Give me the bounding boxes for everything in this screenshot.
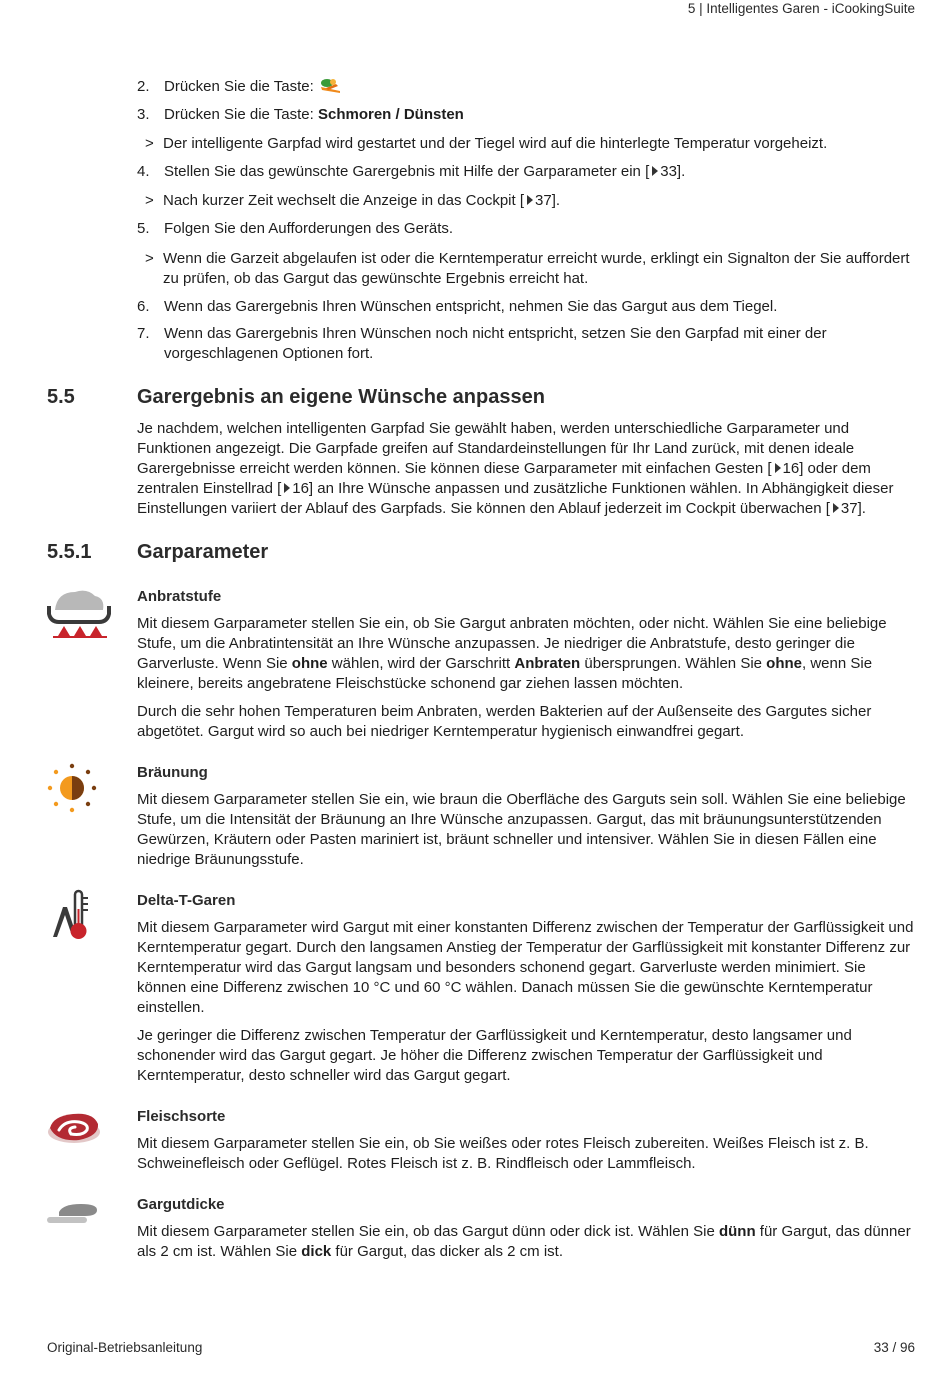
- para-text: Mit diesem Garparameter stellen Sie ein, ob das Gargut dünn oder dick ist. Wählen Sie: [137, 1223, 719, 1240]
- param-heading-fleischsorte: Fleischsorte: [137, 1108, 226, 1125]
- page-ref-icon: [652, 166, 658, 176]
- step-number: 5.: [137, 220, 150, 237]
- para-text: übersprungen. Wählen Sie: [580, 655, 767, 672]
- step-number: 7.: [137, 325, 150, 342]
- step-number: 3.: [137, 106, 150, 123]
- param-heading-braeunung: Bräunung: [137, 764, 208, 781]
- param-text: Mit diesem Garparameter wird Gargut mit einer konstanten Differenz zwischen der Temperatur der Garflüssigkeit und Kerntemperatur gegart. Durch den langsamen Anstieg der Temperatur der Garflüssigkeit mit konstanter Differenz zur Kerntemperatur wird das Gargut langsam und besonders schonend gegart. Garverluste werden minimiert. Sie können eine Differenz zwischen 10 °C und 60 °C wählen. Danach müssen Sie die gewünschte Kerntemperatur einstellen.: [137, 919, 914, 1016]
- option-label: ohne: [766, 655, 803, 672]
- page-number: 33 / 96: [873, 1340, 915, 1355]
- meat-type-icon: [45, 1108, 103, 1148]
- step-text: Folgen Sie den Aufforderungen des Geräts.: [164, 220, 454, 237]
- param-heading-anbratstufe: Anbratstufe: [137, 588, 222, 605]
- option-label: ohne: [291, 655, 328, 672]
- page-ref-icon: [527, 195, 533, 205]
- result-text: Der intelligente Garpfad wird gestartet und der Tiegel wird auf die hinterlegte Temperatur vorgeheizt.: [163, 135, 828, 152]
- page-ref-icon: [833, 503, 839, 513]
- option-label: dick: [301, 1243, 332, 1260]
- section-title: Garergebnis an eigene Wünsche anpassen: [137, 386, 545, 408]
- page-ref-link[interactable]: 37].: [535, 192, 561, 209]
- result-arrow: >: [145, 192, 154, 209]
- subsection-title: Garparameter: [137, 541, 269, 563]
- key-label: Schmoren / Dünsten: [317, 106, 464, 123]
- para-text: , wenn Sie kleinere, bereits angebratene Fleischstücke schonend gar ziehen lassen möchten.: [137, 655, 873, 692]
- food-thickness-icon: [45, 1200, 103, 1228]
- para-text: Je nachdem, welchen intelligenten Garpfad Sie gewählt haben, werden unterschiedliche Garparameter und Funktionen angezeigt. Die Garpfade greifen auf Standardeinstellungen für Ihr Land zurück, mit denen ideale Garergebnisse erreicht werden können. Sie können diese Garparameter mit einfachen Gesten [: [137, 420, 855, 477]
- step-text: Wenn das Garergebnis Ihren Wünschen noch nicht entspricht, setzen Sie den Garpfad mit einer der vorgeschlagenen Optionen fort.: [164, 325, 827, 362]
- subsection-number: 5.5.1: [47, 541, 92, 563]
- section-intro: [137, 419, 917, 519]
- param-heading-gargutdicke: Gargutdicke: [137, 1196, 225, 1213]
- page-ref-icon: [775, 463, 781, 473]
- step-text: Drücken Sie die Taste:: [164, 78, 314, 95]
- step-text: Wenn das Garergebnis Ihren Wünschen entspricht, nehmen Sie das Gargut aus dem Tiegel.: [164, 298, 778, 315]
- browning-icon: [45, 762, 99, 814]
- param-text: [137, 1222, 917, 1262]
- param-text: Je geringer die Differenz zwischen Temperatur der Garflüssigkeit und Kerntemperatur, desto langsamer und schonender wird das Gargut gegart. Je höher die Differenz zwischen Temperatur der Garflüssigkeit und Kerntemperatur, desto schneller wird das Gargut gegart.: [137, 1027, 852, 1084]
- footer-manual-title: Original-Betriebsanleitung: [47, 1340, 203, 1355]
- chapter-header: 5 | Intelligentes Garen - iCookingSuite: [687, 1, 915, 16]
- step-text: Stellen Sie das gewünschte Garergebnis mit Hilfe der Garparameter ein [: [164, 163, 650, 180]
- param-text: Mit diesem Garparameter stellen Sie ein, wie braun die Oberfläche des Garguts sein soll. Wählen Sie eine beliebige Stufe, um die Intensität der Bräunung an Ihre Wünsche anzupassen. Gargut, das mit bräunungsunterstützenden Gewürzen, Kräutern oder Pasten mariniert ist, bräunt schneller und intensiver. Wählen Sie in diesen Fällen eine niedrige Bräunungsstufe.: [137, 791, 906, 868]
- para-text: Mit diesem Garparameter stellen Sie ein, ob Sie Gargut anbraten möchten, oder nicht. Wählen Sie eine beliebige Stufe, um die Anbratintensität an Ihre Wünsche anzupassen. Je niedriger die Anbratstufe, desto geringer die Garverluste. Wenn Sie: [137, 615, 887, 672]
- result-arrow: >: [145, 135, 154, 152]
- searing-level-icon: [45, 586, 113, 638]
- para-text: für Gargut, das dünner als 2 cm ist. Wählen Sie: [137, 1223, 911, 1260]
- page-ref-link[interactable]: 16] oder dem zentralen Einstellrad [: [137, 460, 871, 497]
- section-number: 5.5: [47, 386, 75, 408]
- param-text: [137, 614, 917, 694]
- option-label: Anbraten: [514, 655, 581, 672]
- page-ref-link[interactable]: 37].: [840, 500, 866, 517]
- param-text: Durch die sehr hohen Temperaturen beim Anbraten, werden Bakterien auf der Außenseite des Gargutes sicher abgetötet. Gargut wird so auch bei niedriger Kerntemperatur hygienisch einwandfrei gegart.: [137, 703, 872, 740]
- step-number: 4.: [137, 163, 150, 180]
- param-text: Mit diesem Garparameter stellen Sie ein, ob Sie weißes oder rotes Fleisch zubereiten. Weißes Fleisch ist z. B. Schweinefleisch oder Geflügel. Rotes Fleisch ist z. B. Rindfleisch oder Lammfleisch.: [137, 1135, 869, 1172]
- result-text: Nach kurzer Zeit wechselt die Anzeige in das Cockpit [: [163, 192, 525, 209]
- delta-t-icon: [45, 889, 99, 945]
- page-ref-link[interactable]: 16] an Ihre Wünsche anpassen und zusätzliche Funktionen wählen. In Abhängigkeit dieser Einstellungen variiert der Ablauf des Garpfads. Sie können den Ablauf jederzeit im Cockpit überwachen [: [137, 480, 894, 517]
- result-text: Wenn die Garzeit abgelaufen ist oder die Kerntemperatur erreicht wurde, erklingt ein Signalton der Sie auffordert zu prüfen, ob das Gargut das gewünschte Ergebnis erreicht hat.: [163, 250, 910, 287]
- step-text: Drücken Sie die Taste:: [164, 106, 314, 123]
- param-heading-delta-t: Delta-T-Garen: [137, 892, 236, 909]
- page-ref-icon: [284, 483, 290, 493]
- step-number: 6.: [137, 298, 150, 315]
- step-number: 2.: [137, 78, 150, 95]
- para-text: für Gargut, das dicker als 2 cm ist.: [331, 1243, 563, 1260]
- result-arrow: >: [145, 250, 154, 267]
- page-ref-link[interactable]: 33].: [660, 163, 686, 180]
- para-text: wählen, wird der Garschritt: [327, 655, 515, 672]
- option-label: dünn: [718, 1223, 756, 1240]
- vegetables-icon: [318, 77, 344, 95]
